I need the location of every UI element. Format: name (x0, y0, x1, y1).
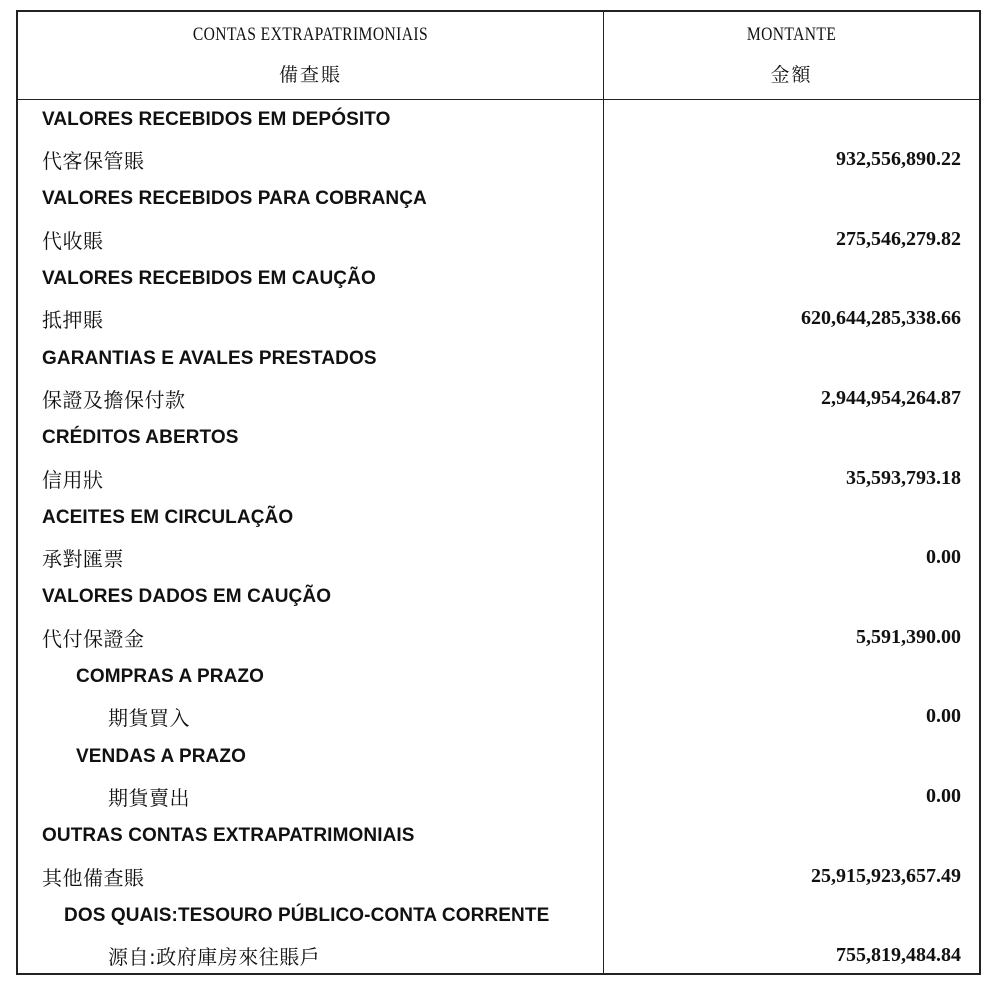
row-label: 期貨買入 (108, 706, 190, 731)
table-row (18, 896, 979, 936)
row-amount: 0.00 (926, 784, 961, 807)
row-label: 期貨賣出 (108, 785, 190, 810)
table-row (18, 299, 979, 339)
table-row (18, 379, 979, 419)
row-label: VALORES RECEBIDOS EM CAUÇÃO (42, 268, 376, 290)
row-label: 信用狀 (42, 467, 104, 492)
row-label: VALORES DADOS EM CAUÇÃO (42, 586, 332, 608)
table-body (18, 100, 979, 976)
row-label: 抵押賬 (42, 308, 104, 333)
table-row (18, 100, 979, 140)
header-accounts-zh: 備查賬 (278, 64, 342, 86)
row-amount: 0.00 (926, 546, 961, 569)
table-row (18, 578, 979, 618)
table-row (18, 219, 979, 259)
row-amount: 620,644,285,338.66 (801, 307, 961, 330)
row-label: VALORES RECEBIDOS PARA COBRANÇA (42, 188, 427, 210)
table-row (18, 816, 979, 856)
row-label: COMPRAS A PRAZO (76, 666, 264, 688)
table-row (18, 737, 979, 777)
row-amount: 5,591,390.00 (856, 625, 961, 648)
table-row (18, 418, 979, 458)
table-row (18, 617, 979, 657)
row-amount: 2,944,954,264.87 (821, 386, 961, 409)
row-label: CRÉDITOS ABERTOS (42, 427, 239, 449)
row-label: DOS QUAIS:TESOURO PÚBLICO-CONTA CORRENTE (64, 904, 550, 926)
row-label: 承對匯票 (42, 547, 124, 572)
row-amount: 932,556,890.22 (836, 148, 961, 171)
table-row (18, 657, 979, 697)
row-label: VENDAS A PRAZO (76, 745, 246, 767)
row-label: 源自:政府庫房來往賬戶 (108, 945, 321, 970)
table-row (18, 180, 979, 220)
table-row (18, 339, 979, 379)
row-label: GARANTIAS E AVALES PRESTADOS (42, 347, 377, 369)
table-row (18, 777, 979, 817)
row-label: 代客保管賬 (42, 149, 145, 174)
table-row (18, 498, 979, 538)
table-row (18, 259, 979, 299)
row-label: 其他備查賬 (42, 865, 145, 890)
row-label: ACEITES EM CIRCULAÇÃO (42, 506, 294, 528)
row-amount: 275,546,279.82 (836, 227, 961, 250)
header-amount-pt: MONTANTE (746, 24, 837, 45)
row-amount: 755,819,484.84 (836, 944, 961, 967)
row-amount: 35,593,793.18 (846, 466, 961, 489)
header-accounts (18, 12, 603, 99)
off-balance-sheet-table (16, 10, 981, 975)
row-label: 代收賬 (42, 228, 104, 253)
table-row (18, 140, 979, 180)
header-amount-zh: 金額 (770, 64, 813, 86)
header-amount (604, 12, 979, 99)
table-row (18, 458, 979, 498)
table-row (18, 697, 979, 737)
table-row (18, 538, 979, 578)
row-amount: 25,915,923,657.49 (811, 864, 961, 887)
table-row (18, 936, 979, 976)
row-label: OUTRAS CONTAS EXTRAPATRIMONIAIS (42, 825, 415, 847)
row-label: 保證及擔保付款 (42, 387, 186, 412)
row-label: VALORES RECEBIDOS EM DEPÓSITO (42, 108, 391, 130)
header-accounts-pt: CONTAS EXTRAPATRIMONIAIS (192, 24, 429, 45)
table-row (18, 856, 979, 896)
row-label: 代付保證金 (42, 626, 145, 651)
row-amount: 0.00 (926, 705, 961, 728)
